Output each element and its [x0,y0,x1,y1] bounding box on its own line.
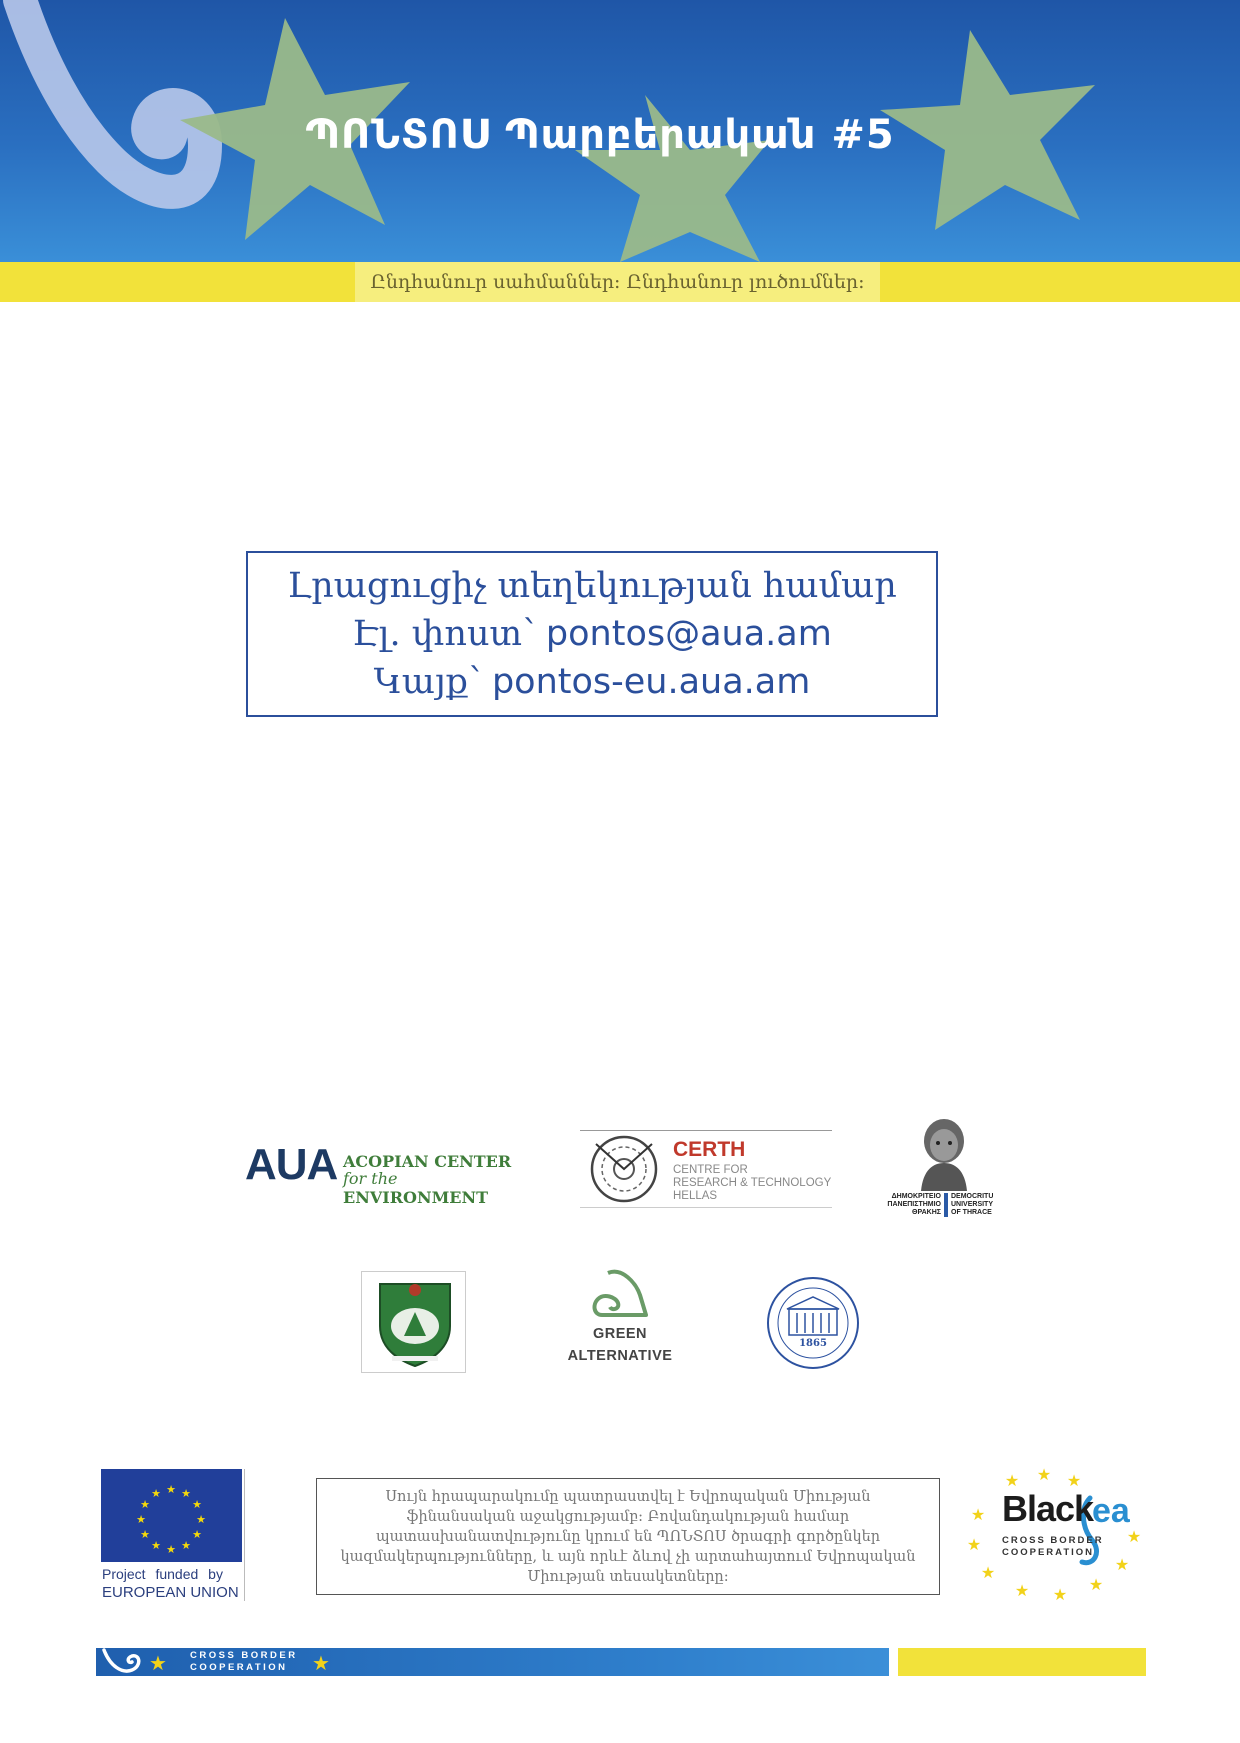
contact-email [352,610,832,658]
eu-flag [101,1469,242,1562]
black-sea-black: Black [1002,1488,1094,1529]
eu-funding-block [101,1469,246,1601]
university-seal-icon [765,1275,861,1371]
duth-left3: ΘΡΑΚΗΣ [912,1209,941,1216]
star-icon: ★ [312,1651,330,1675]
svg-text:★: ★ [140,1528,150,1541]
disclaimer-box [316,1478,940,1595]
star-icon: ★ [149,1651,167,1675]
certh-subtitle [673,1164,831,1203]
certh-rule [580,1130,832,1131]
svg-text:★: ★ [1052,1585,1068,1603]
black-sea-sub1: CROSS BORDER [1002,1535,1104,1546]
contact-heading: Լրացուցիչ տեղեկության համար [287,566,897,606]
eu-divider [244,1469,245,1601]
certh-rule-bottom [580,1207,832,1208]
forest-agency-logo [361,1271,466,1373]
aua-line2 [343,1169,530,1207]
eu-funded-line2: EUROPEAN UNION [102,1584,239,1601]
svg-text:★: ★ [1036,1468,1052,1484]
page-title: ՊՈՆՏՈՍ Պարբերական #5 [305,112,895,158]
svg-text:★: ★ [1014,1581,1030,1600]
svg-text:★: ★ [166,1543,176,1556]
black-sea-sub2: COOPERATION [1002,1547,1095,1558]
eu-stars-icon [101,1469,242,1562]
svg-text:★: ★ [151,1539,161,1552]
green-alternative-mark-icon [590,1265,650,1321]
certh-sub1: CENTRE FOR [673,1164,748,1176]
svg-text:★: ★ [1004,1471,1020,1490]
band-text1: CROSS BORDER [190,1650,298,1661]
svg-text:★: ★ [970,1505,986,1524]
email-label: Էլ. փոստ՝ [352,614,546,654]
duth-right3: OF THRACE [951,1209,992,1216]
aua-line2-rest: ENVIRONMENT [343,1188,489,1207]
site-link[interactable]: pontos-eu.aua.am [491,662,811,702]
certh-name: CERTH [673,1138,746,1161]
bottom-band-blue [96,1648,889,1676]
duth-right1: DEMOCRITU [951,1193,994,1200]
svg-text:★: ★ [140,1498,150,1511]
contact-box [246,551,938,717]
shield-emblem-icon [376,1276,454,1368]
black-sea-sea: ea [1092,1492,1130,1530]
svg-text:★: ★ [196,1513,206,1526]
green-alt-line1: GREEN [592,1326,648,1342]
svg-text:★: ★ [181,1487,191,1500]
eu-funded-line1: Project funded by [102,1566,223,1582]
svg-text:★: ★ [1114,1555,1130,1574]
subtitle: Ընդհանուր սահմաններ: Ընդհանուր լուծումներ: [370,271,865,293]
aua-mark: AUA [245,1140,338,1189]
duth-right2: UNIVERSITY [951,1201,994,1208]
band-text2: COOPERATION [190,1662,288,1673]
bottom-band-yellow [898,1648,1146,1676]
democritus-bust-icon [913,1115,975,1191]
svg-text:★: ★ [1126,1527,1142,1546]
svg-text:★: ★ [166,1483,176,1496]
svg-text:★: ★ [980,1563,996,1582]
swirl-shape [20,0,205,192]
subtitle-box [355,262,880,302]
duth-left1: ΔΗΜΟΚΡΙΤΕΙΟ [891,1193,941,1200]
duth-left2: ΠΑΝΕΠΙΣΤΗΜΙΟ [887,1201,941,1208]
svg-text:★: ★ [192,1528,202,1541]
duth-english [951,1193,1001,1217]
certh-logo [580,1130,832,1208]
seal-year: 1865 [799,1338,827,1349]
svg-text:★: ★ [192,1498,202,1511]
green-alt-line2: ALTERNATIVE [567,1348,673,1364]
header-banner [0,0,1240,262]
svg-text:★: ★ [151,1487,161,1500]
disclaimer-text: Սույն հրապարակումը պատրաստվել է Եվրոպական Միության ֆինանսական աջակցությամբ: Բովանդակության համար պատասխանատվությունը կրում են ՊՈՆՏՈՍ ծրագրի գործընկեր կազմակերպությունները, և այն որևէ ձևով չի արտահայտում Եվրոպական Միության տեսակետները: [340,1488,916,1585]
duth-logo [883,1115,998,1220]
green-alternative-logo [560,1265,680,1370]
svg-text:★: ★ [966,1535,982,1554]
site-label: Կայք՝ [373,662,492,702]
aua-line2-italic: for the [343,1169,398,1188]
certh-sub2: RESEARCH & TECHNOLOGY [673,1177,832,1189]
certh-emblem-icon [584,1132,664,1206]
aua-line1: ACOPIAN CENTER [343,1152,512,1171]
black-sea-logo [962,1468,1162,1603]
certh-sub3: HELLAS [673,1190,718,1202]
university-seal-logo [765,1275,861,1371]
svg-text:★: ★ [136,1513,146,1526]
contact-site [374,658,811,706]
email-link[interactable]: pontos@aua.am [545,614,832,654]
aua-logo [245,1140,530,1207]
svg-text:★: ★ [1088,1575,1104,1594]
duth-greek [885,1193,941,1217]
svg-text:★: ★ [181,1539,191,1552]
duth-divider [944,1193,948,1217]
svg-text:★: ★ [1066,1471,1082,1490]
